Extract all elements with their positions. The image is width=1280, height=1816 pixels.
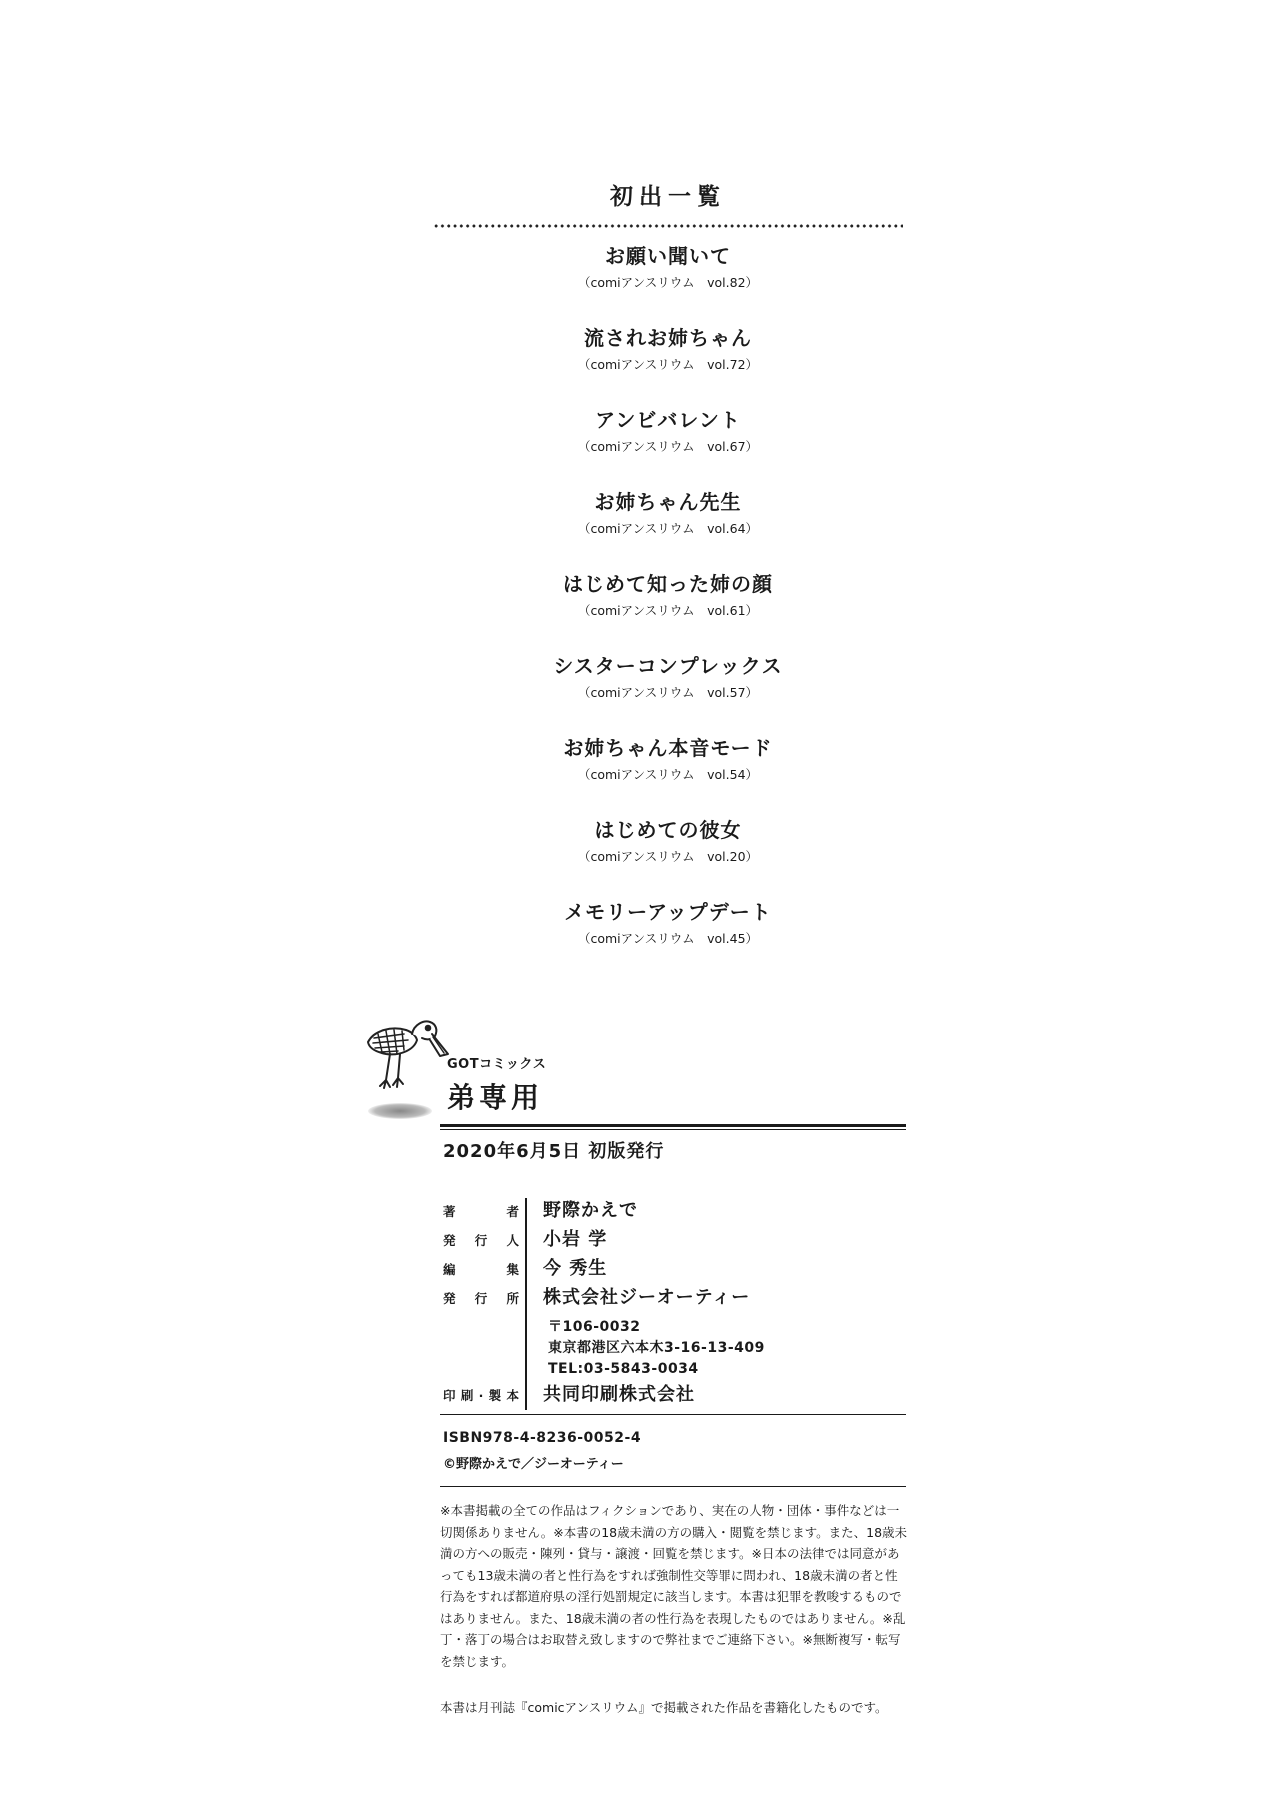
- credit-row-publishing-house: [443, 1283, 913, 1312]
- story-source: （comiアンスリウム vol.57）: [577, 685, 759, 700]
- story-source: （comiアンスリウム vol.61）: [577, 603, 759, 618]
- source-note: 本書は月刊誌『comicアンスリウム』で掲載された作品を書籍化したものです。: [440, 1700, 888, 1715]
- story-title: お姉ちゃん本音モード: [563, 736, 773, 760]
- street-address: 東京都港区六本木3-16-13-409: [548, 1340, 765, 1356]
- book-title: 弟専用: [447, 1081, 544, 1114]
- story-title: お姉ちゃん先生: [594, 490, 742, 514]
- imprint-label: GOTコミックス: [447, 1057, 547, 1072]
- credit-name: 今 秀生: [543, 1258, 608, 1279]
- story-title: シスターコンプレックス: [553, 654, 783, 678]
- toc-item: [433, 896, 903, 978]
- toc-item: [433, 322, 903, 404]
- credits-table: [443, 1196, 913, 1312]
- toc-item: [433, 650, 903, 732]
- rule: [440, 1486, 906, 1487]
- rule: [440, 1414, 906, 1415]
- isbn: ISBN978-4-8236-0052-4: [443, 1430, 642, 1446]
- postal-code: 〒106-0032: [548, 1319, 641, 1335]
- story-source: （comiアンスリウム vol.64）: [577, 521, 759, 536]
- credit-row-printer: [443, 1380, 913, 1409]
- title-rule-thin: [440, 1129, 906, 1130]
- toc-item: [433, 814, 903, 896]
- credit-name: 小岩 学: [543, 1229, 608, 1250]
- edition-date: 2020年6月5日 初版発行: [443, 1141, 665, 1162]
- toc-item: [433, 732, 903, 814]
- story-title: 流されお姉ちゃん: [584, 326, 752, 350]
- story-title: お願い聞いて: [605, 244, 731, 268]
- story-source: （comiアンスリウム vol.54）: [577, 767, 759, 782]
- credit-role: 編集: [443, 1262, 519, 1277]
- story-source: （comiアンスリウム vol.67）: [577, 439, 759, 454]
- bird-mascot-icon: [360, 1010, 460, 1110]
- toc-list: [433, 240, 903, 978]
- title-rule: [440, 1124, 906, 1127]
- legal-notice: ※本書掲載の全ての作品はフィクションであり、実在の人物・団体・事件などは一切関係ありません。※本書の18歳未満の方の購入・閲覧を禁じます。また、18歳未満の方への販売・陳列・貸与・譲渡・回覧を禁じます。※日本の法律では同意があっても13歳未満の者と性行為をすれば強制性交等罪に問われ、18歳未満の者と性行為をすれば都道府県の淫行処罰規定に該当します。本書は犯罪を教唆するものではありません。また、18歳未満の者の性行為を表現したものではありません。※乱丁・落丁の場合はお取替え致しますので弊社までご連絡下さい。※無断複写・転写を禁じます。: [440, 1503, 908, 1669]
- copyright: ©野際かえで／ジーオーティー: [443, 1457, 624, 1472]
- credit-name: 共同印刷株式会社: [543, 1384, 695, 1405]
- credit-name: 野際かえで: [543, 1200, 638, 1221]
- toc-item: [433, 486, 903, 568]
- story-title: はじめての彼女: [594, 818, 742, 842]
- credit-row-publisher: [443, 1225, 913, 1254]
- credit-role: 発行人: [443, 1233, 519, 1248]
- story-source: （comiアンスリウム vol.45）: [577, 931, 759, 946]
- credit-row-author: [443, 1196, 913, 1225]
- credit-row-editor: [443, 1254, 913, 1283]
- telephone: TEL:03-5843-0034: [548, 1361, 699, 1377]
- story-source: （comiアンスリウム vol.72）: [577, 357, 759, 372]
- dotted-divider: [433, 224, 903, 228]
- credit-role: 著者: [443, 1204, 519, 1219]
- story-title: はじめて知った姉の顔: [563, 572, 773, 596]
- story-title: メモリーアップデート: [564, 900, 772, 924]
- story-title: アンビバレント: [595, 408, 741, 432]
- publisher-address: [548, 1317, 765, 1380]
- toc-heading: 初出一覧: [610, 184, 726, 210]
- first-appearance-list: [433, 178, 903, 978]
- credit-role: 発行所: [443, 1291, 519, 1306]
- toc-item: [433, 240, 903, 322]
- toc-item: [433, 568, 903, 650]
- toc-item: [433, 404, 903, 486]
- story-source: （comiアンスリウム vol.82）: [577, 275, 759, 290]
- credit-role: 印刷·製本: [443, 1388, 519, 1403]
- story-source: （comiアンスリウム vol.20）: [577, 849, 759, 864]
- credit-name: 株式会社ジーオーティー: [543, 1287, 751, 1308]
